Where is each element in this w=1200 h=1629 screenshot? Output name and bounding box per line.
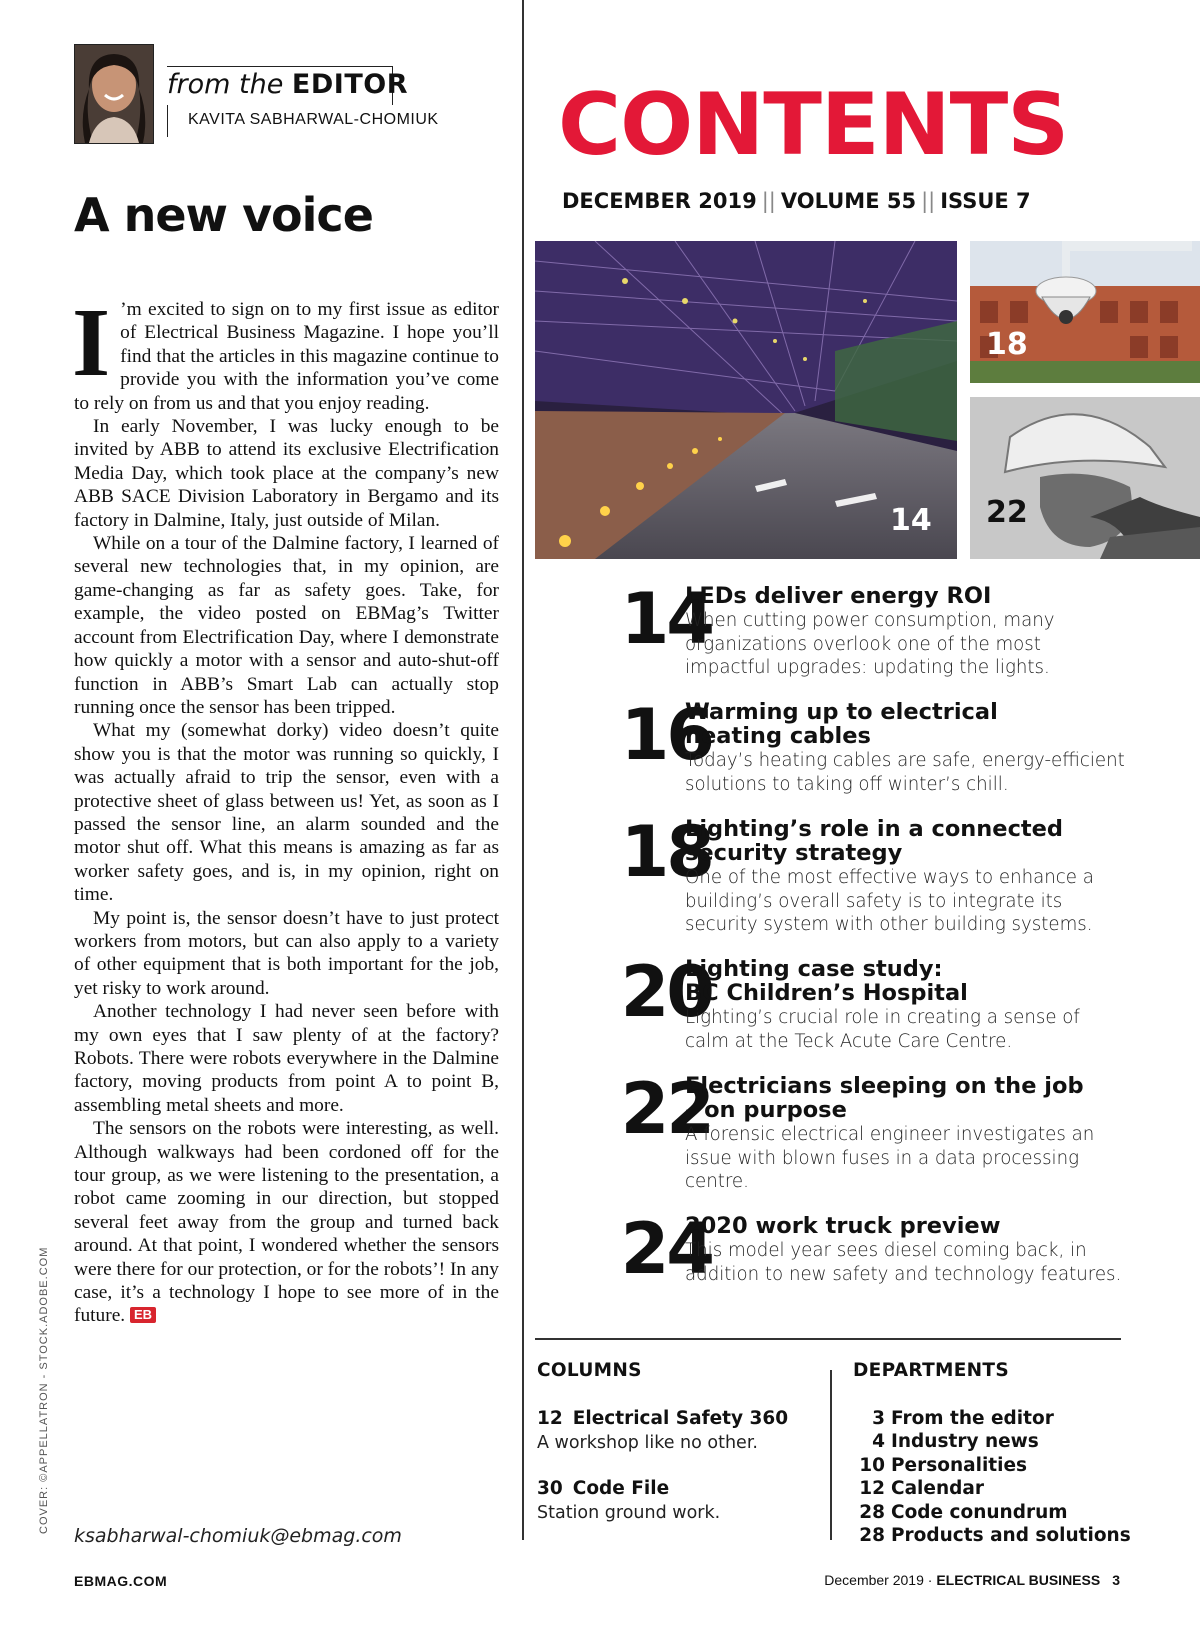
column-page-number: 30 [537,1478,563,1499]
toc-title: LEDs deliver energy ROI [685,583,992,609]
editor-portrait-image [75,45,153,143]
department-item[interactable] [854,1477,1131,1500]
department-page-number: 12 [859,1478,885,1500]
issue-volume: VOLUME 55 [780,189,917,213]
toc-page-number: 22 [620,1068,712,1150]
issue-separator: || [921,189,936,213]
department-page-number: 28 [859,1525,885,1547]
feature-image-security-camera[interactable] [970,241,1200,383]
footer-folio [824,1572,1120,1588]
toc-body [685,1074,1125,1194]
feature-image-terminal[interactable] [535,241,957,559]
drop-cap: I [72,289,111,397]
feature-image-electrician[interactable] [970,397,1200,559]
department-item[interactable] [854,1407,1131,1430]
paragraph-text: The sensors on the robots were interesting, as well. Although walkways had been cordoned off for the tour group, as we were listening to the presentation, a robot came zooming in our direction, but stopped several feet away from the group and turned back around. At that point, I wondered whether the sensors were there for our protection, or for the robots’! In any case, it’s a technology I hope to see more of in the future. [74,1118,499,1327]
toc-page-number: 20 [620,951,712,1033]
toc-title: Electricians sleeping on the job – on purpose [685,1073,1084,1123]
department-title: Industry news [891,1431,1039,1453]
column-title: Electrical Safety 360 [572,1408,789,1429]
department-page-number: 28 [859,1501,885,1523]
editor-portrait [74,44,154,144]
column-title: Code File [572,1478,670,1499]
toc-title: Lighting’s role in a connected security strategy [685,816,1064,866]
column-item[interactable] [537,1477,817,1525]
column-item[interactable] [537,1407,817,1455]
department-title: Calendar [891,1478,984,1500]
column-description: Station ground work. [537,1503,721,1523]
article-paragraph: Another technology I had never seen before with my own eyes that I saw plenty of at the factory? Robots. There were robots everywhere in the Dalmine factory, moving products from point A to point B, assembling metal sheets and more. [74,1001,499,1116]
article-paragraph: What my (somewhat dorky) video doesn’t quite show you is that the motor was running so quickly, I was actually afraid to trip the sensor, even with a protective sheet of glass between us! Yet, as soon as I passed the sensor line, an alarm sounded and the motor shut off. What this means is amazing as far as worker safety goes, and is, in my opinion, right on time. [74,720,499,906]
department-title: From the editor [891,1408,1054,1429]
footer-magazine-name: ELECTRICAL BUSINESS [936,1572,1101,1588]
feature-image-page-number: 14 [890,503,932,538]
department-item[interactable] [854,1454,1131,1477]
article-paragraph: My point is, the sensor doesn’t have to just protect workers from motors, but can also apply to a variety of other equipment that is both important for the job, yet risky to work around. [74,907,499,999]
department-title: Products and solutions [891,1525,1131,1547]
toc-title: Warming up to electrical heating cables [685,699,998,749]
editor-byline [167,105,458,137]
article-paragraph [74,1117,499,1328]
toc-body [685,700,1125,796]
departments-list [854,1407,1131,1547]
issue-date: DECEMBER 2019 [562,189,757,213]
department-item[interactable] [854,1501,1131,1524]
toc-page-number: 18 [620,811,712,893]
footer-page-number: 3 [1112,1572,1120,1588]
toc-body [685,817,1125,937]
issue-line [562,189,1031,213]
toc-page-number: 16 [620,694,712,776]
article-headline: A new voice [74,188,373,242]
department-title: Personalities [891,1454,1028,1476]
issue-number: ISSUE 7 [940,189,1031,213]
article-paragraph: While on a tour of the Dalmine factory, I learned of several new technologies that, in my opinion, are game-changing as far as safety goes. Take, for example, the video posted on EBMag’s Twitter account from Electrification Day, where I demonstrate how quickly a motor with a sensor and auto-shut-off function in ABB’s Smart Lab can actually stop running once the sensor has been tripped. [74,533,499,718]
toc-page-number: 14 [620,578,712,660]
column-divider [522,0,524,1540]
columns-heading: COLUMNS [537,1360,642,1381]
from-editor-heading: EDITOR [291,69,408,100]
contents-title: CONTENTS [558,75,1069,175]
from-editor-label [167,66,408,105]
issue-separator: || [761,189,776,213]
editorial-article [72,289,499,1328]
toc-body [685,957,1125,1053]
toc-description: When cutting power consumption, many organizations overlook one of the most impactful upgrades: updating the lights. [685,610,1055,678]
department-page-number: 10 [859,1454,885,1476]
toc-title: Lighting case study: BC Children’s Hospital [685,956,968,1006]
cover-credit: COVER: ©APPELLATRON - STOCK.ADOBE.COM [38,1246,50,1534]
electrician-image-page-number: 22 [986,495,1028,530]
section-column-divider [830,1370,832,1540]
editor-name: KAVITA SABHARWAL-CHOMIUK [188,111,439,128]
toc-body [685,584,1125,680]
toc-body [685,1214,1125,1286]
section-divider [535,1338,1121,1340]
eb-end-badge: EB [130,1307,156,1323]
toc-page-number: 24 [620,1208,712,1290]
toc-title: 2020 work truck preview [685,1213,1001,1239]
article-paragraph: In early November, I was lucky enough to be invited by ABB to attend its exclusive Electrification Media Day, which took place at the company’s new ABB SACE Division Laboratory in Bergamo and its factory in Dalmine, Italy, just outside of Milan. [74,416,499,531]
security-image-page-number: 18 [986,327,1028,362]
article-paragraph [72,289,499,415]
department-page-number: 4 [872,1431,885,1453]
footer-site[interactable]: EBMAG.COM [74,1573,168,1589]
footer-issue-date: December 2019 · [824,1572,937,1588]
column-page-number: 12 [537,1408,563,1429]
from-editor-prefix: from the [167,69,284,100]
electrician-helmet-image [970,397,1200,559]
toc-description: One of the most effective ways to enhance a building’s overall safety is to integrate its security system with other building systems. [685,867,1094,935]
department-item[interactable] [854,1524,1131,1547]
toc-description: Today’s heating cables are safe, energy-efficient solutions to taking off winter’s chill. [685,750,1125,795]
toc-description: Lighting’s crucial role in creating a sense of calm at the Teck Acute Care Centre. [685,1007,1080,1052]
column-description: A workshop like no other. [537,1433,758,1453]
toc-description: This model year sees diesel coming back, in addition to new safety and technology features. [685,1240,1122,1285]
department-item[interactable] [854,1430,1131,1453]
toc-description: A forensic electrical engineer investigates an issue with blown fuses in a data processing centre. [685,1124,1095,1192]
department-page-number: 3 [872,1408,885,1429]
editor-email-link[interactable]: ksabharwal-chomiuk@ebmag.com [74,1525,402,1547]
paragraph-text: ’m excited to sign on to my first issue as editor of Electrical Business Magazine. I hope you’ll find that the articles in this magazine continue to provide you with the information you’ve come to rely on from us and that you enjoy reading. [74,299,499,414]
departments-heading: DEPARTMENTS [853,1360,1009,1381]
department-title: Code conundrum [891,1501,1068,1523]
